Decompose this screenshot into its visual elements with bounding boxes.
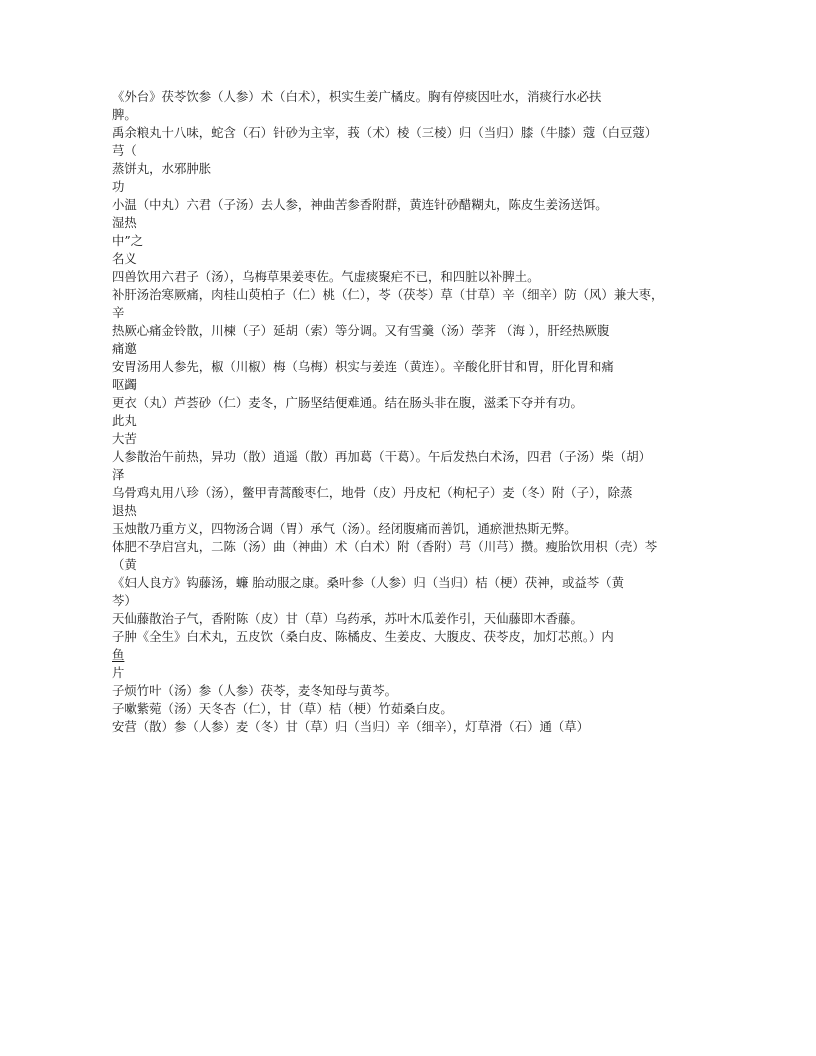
text-line: 禹余粮丸十八味，蛇含（石）针砂为主宰，莪（术）棱（三棱）归（当归）膝（牛膝）蔻（白豆蔻） (112, 125, 658, 140)
text-line: 痛邀 (112, 341, 137, 356)
text-line: 四兽饮用六君子（汤），乌梅草果姜枣佐。气虚痰聚疟不已，和四脏以补脾土。 (112, 269, 540, 284)
text-line: 蒸饼丸，水邪肿胀 (112, 161, 212, 176)
text-line: 热厥心痛金铃散，川楝（子）延胡（索）等分调。又有雪羹（汤）荸荠 （海 ），肝经热厥腹 (112, 323, 610, 338)
text-line: 片 (112, 665, 125, 680)
text-line: 子烦竹叶（汤）参（人参）茯苓，麦冬知母与黄芩。 (112, 683, 397, 698)
text-line: 此丸 (112, 413, 137, 428)
text-line: 子嗽紫菀（汤）天冬杏（仁），甘（草）桔（梗）竹茹桑白皮。 (112, 701, 453, 716)
text-line: 脾。 (112, 107, 137, 122)
text-line: 中”之 (112, 233, 144, 248)
text-line: 大苦 (112, 431, 137, 446)
text-line: 辛 (112, 305, 125, 320)
text-line (112, 646, 712, 664)
document-text-body (112, 88, 712, 736)
text-line-content: 鱼 (112, 647, 125, 662)
text-line: 呕蠲 (112, 377, 137, 392)
text-line: 名义 (112, 251, 137, 266)
text-line: 子肿《全生》白术丸，五皮饮（桑白皮、陈橘皮、生姜皮、大腹皮、茯苓皮，加灯芯煎。）内 (112, 629, 614, 644)
text-line: 安胃汤用人参先，椒（川椒）梅（乌梅）枳实与姜连（黄连）。辛酸化肝甘和胃，肝化胃和痛 (112, 359, 614, 374)
text-line: 退热 (112, 503, 137, 518)
text-line: 补肝汤治寒厥痛，肉桂山萸柏子（仁）桃（仁），苓（茯苓）草（甘草）辛（细辛）防（风）兼大枣， (112, 287, 664, 302)
text-line: 功 (112, 179, 125, 194)
text-line: 人参散治午前热，异功（散）逍遥（散）再加葛（干葛）。午后发热白术汤，四君（子汤）柴（胡） (112, 449, 651, 464)
text-line: （黄 (112, 557, 137, 572)
text-line: 天仙藤散治子气，香附陈（皮）甘（草）乌药承，苏叶木瓜姜作引，天仙藤即木香藤。 (112, 611, 583, 626)
text-line: 湿热 (112, 215, 137, 230)
text-line: 《外台》茯苓饮参（人参）术（白术），枳实生姜广橘皮。胸有停痰因吐水，消痰行水必扶 (112, 89, 602, 104)
text-line: 乌骨鸡丸用八珍（汤），鳖甲青蒿酸枣仁，地骨（皮）丹皮杞（枸杞子）麦（冬）附（子），除蒸 (112, 485, 633, 500)
text-line: 体肥不孕启宫丸，二陈（汤）曲（神曲）术（白术）附（香附）芎（川芎）攒。瘦胎饮用枳（壳）芩 (112, 539, 658, 554)
text-line: 更衣（丸）芦荟砂（仁）麦冬，广肠坚结便难通。结在肠头非在腹，滋柔下夺并有功。 (112, 395, 583, 410)
text-line: 芎（ (112, 143, 137, 158)
text-line: 玉烛散乃重方义，四物汤合调（胃）承气（汤）。经闭腹痛而善饥，通瘀泄热斯无弊。 (112, 521, 577, 536)
text-line: 《妇人良方》钩藤汤，蠊 胎动服之康。桑叶参（人参）归（当归）桔（梗）茯神，或益芩（黄 (112, 575, 624, 590)
text-line: 安营（散）参（人参）麦（冬）甘（草）归（当归）辛（细辛），灯草滑（石）通（草） (112, 719, 590, 734)
text-line: 泽 (112, 467, 125, 482)
text-line: 小温（中丸）六君（子汤）去人参，神曲苦参香附群，黄连针砂醋糊丸，陈皮生姜汤送饵。 (112, 197, 608, 212)
text-line: 芩） (112, 593, 137, 608)
